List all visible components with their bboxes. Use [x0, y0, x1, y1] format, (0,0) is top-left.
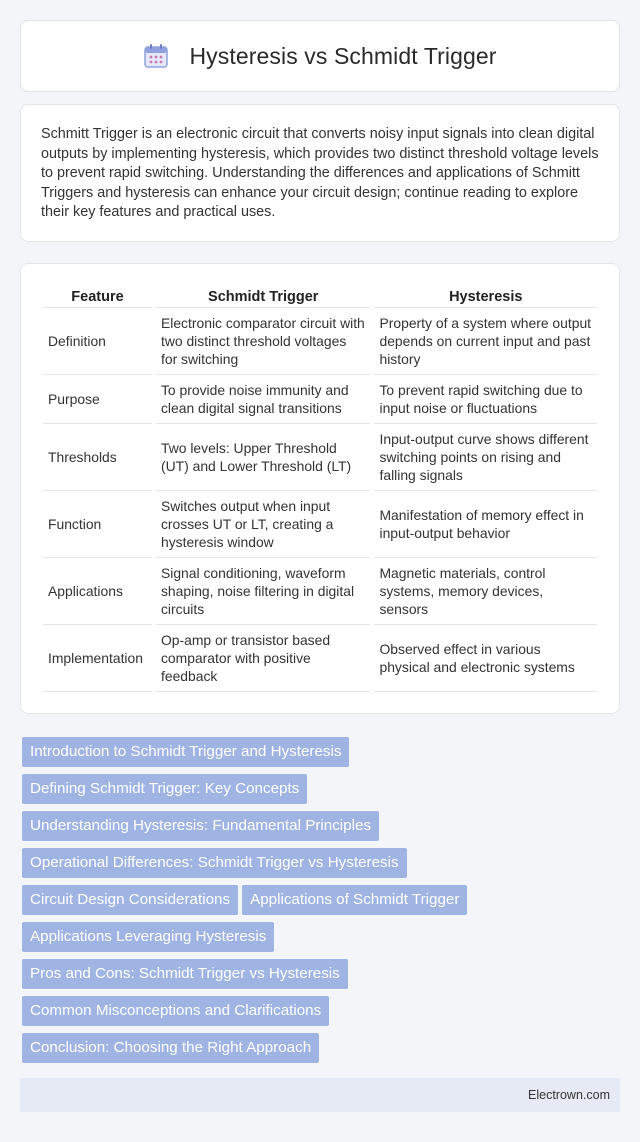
intro-card [20, 104, 620, 242]
comparison-table [39, 284, 601, 692]
topic-link[interactable]: Pros and Cons: Schmidt Trigger vs Hysteresis [22, 959, 348, 989]
table-cell: Magnetic materials, control systems, memory devices, sensors [374, 558, 597, 625]
table-cell: To provide noise immunity and clean digital signal transitions [156, 375, 371, 424]
column-header-hysteresis: Hysteresis [374, 284, 597, 308]
table-cell: Switches output when input crosses UT or LT, creating a hysteresis window [156, 491, 371, 558]
intro-text: Schmitt Trigger is an electronic circuit that converts noisy input signals into clean digital outputs by implementing hysteresis, which provides two distinct threshold voltage levels to prevent rapid switching. Understanding the differences and applications of Schmitt Triggers and hysteresis can enhance your circuit design; continue reading to explore their key features and practical uses. [41, 126, 599, 221]
table-cell-feature: Thresholds [43, 424, 152, 491]
page-header [20, 20, 620, 92]
table-cell-feature: Definition [43, 308, 152, 375]
table-row [43, 308, 597, 375]
topic-links [22, 737, 618, 1070]
table-cell: Electronic comparator circuit with two distinct threshold voltages for switching [156, 308, 371, 375]
footer-site-link[interactable]: Electrown.com [528, 1088, 610, 1102]
topic-link[interactable]: Operational Differences: Schmidt Trigger vs Hysteresis [22, 848, 407, 878]
topic-link[interactable]: Applications Leveraging Hysteresis [22, 922, 274, 952]
table-cell-feature: Purpose [43, 375, 152, 424]
table-row [43, 558, 597, 625]
topic-link[interactable]: Understanding Hysteresis: Fundamental Principles [22, 811, 379, 841]
table-row [43, 625, 597, 692]
column-header-feature: Feature [43, 284, 152, 308]
table-header-row [43, 284, 597, 308]
topic-link[interactable]: Common Misconceptions and Clarifications [22, 996, 329, 1026]
topic-link[interactable]: Applications of Schmidt Trigger [242, 885, 467, 915]
table-cell-feature: Applications [43, 558, 152, 625]
table-cell: Manifestation of memory effect in input-output behavior [374, 491, 597, 558]
table-cell: Signal conditioning, waveform shaping, noise filtering in digital circuits [156, 558, 371, 625]
calendar-icon [143, 43, 169, 69]
table-cell-feature: Implementation [43, 625, 152, 692]
table-cell: Observed effect in various physical and electronic systems [374, 625, 597, 692]
footer [20, 1078, 620, 1112]
topic-link[interactable]: Circuit Design Considerations [22, 885, 238, 915]
page-title: Hysteresis vs Schmidt Trigger [189, 42, 497, 69]
table-cell: Op-amp or transistor based comparator with positive feedback [156, 625, 371, 692]
topic-link[interactable]: Conclusion: Choosing the Right Approach [22, 1033, 319, 1063]
topic-link[interactable]: Introduction to Schmidt Trigger and Hysteresis [22, 737, 349, 767]
table-cell: Input-output curve shows different switching points on rising and falling signals [374, 424, 597, 491]
topic-link[interactable]: Defining Schmidt Trigger: Key Concepts [22, 774, 307, 804]
table-row [43, 424, 597, 491]
column-header-schmidt-trigger: Schmidt Trigger [156, 284, 371, 308]
table-row [43, 491, 597, 558]
table-cell: To prevent rapid switching due to input noise or fluctuations [374, 375, 597, 424]
table-cell-feature: Function [43, 491, 152, 558]
table-cell: Two levels: Upper Threshold (UT) and Lower Threshold (LT) [156, 424, 371, 491]
table-row [43, 375, 597, 424]
table-cell: Property of a system where output depends on current input and past history [374, 308, 597, 375]
comparison-table-card [20, 263, 620, 714]
